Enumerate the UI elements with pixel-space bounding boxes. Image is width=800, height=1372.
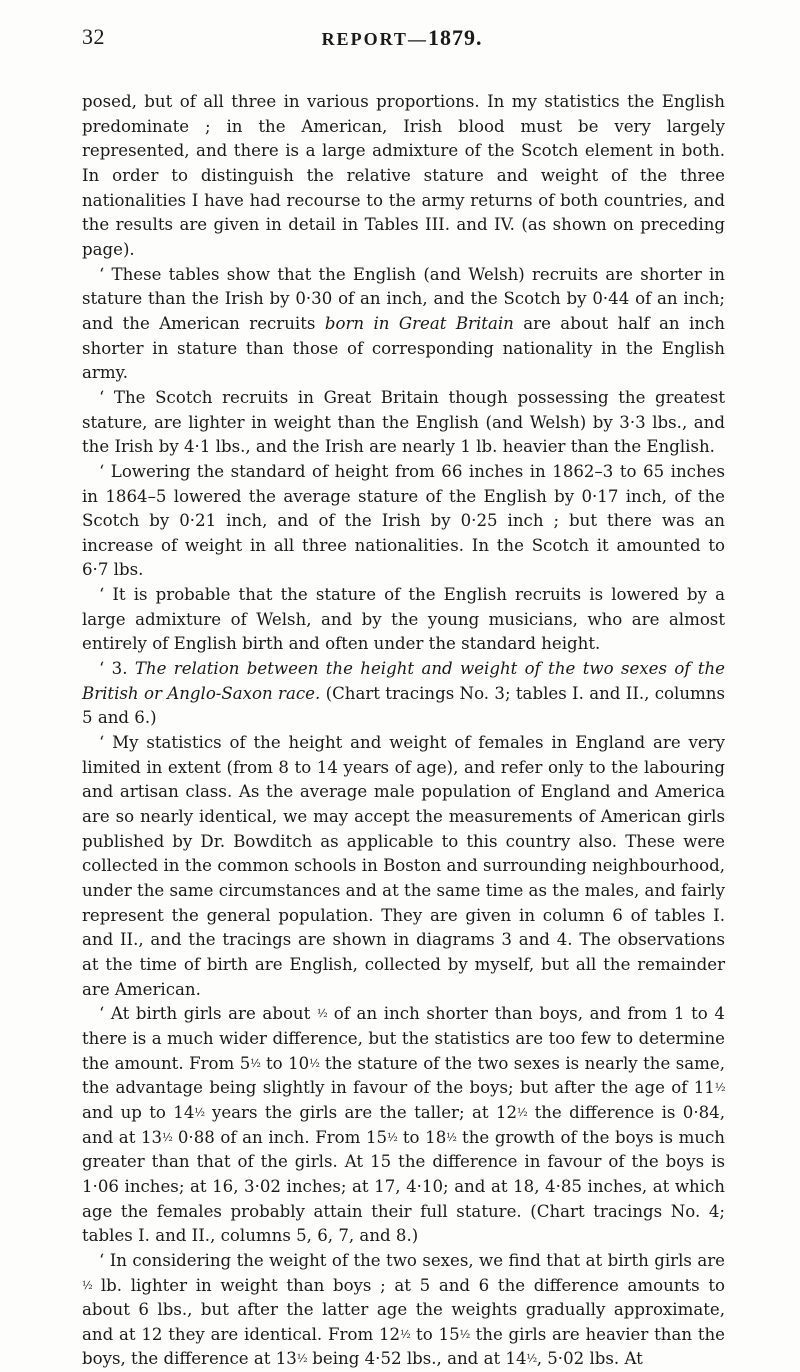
fraction: ½ xyxy=(296,1352,307,1366)
page-header xyxy=(82,24,722,54)
body-text xyxy=(82,90,725,1372)
paragraph-5: ‘ It is probable that the stature of the English recruits is lowered by a large admixture of Welsh, and by the young musicians, who are almost entirely of English birth and often under the standard height. xyxy=(82,585,725,654)
fraction: ½ xyxy=(82,1278,93,1292)
paragraph-7: ‘ My statistics of the height and weight of females in England are very limited in extent (from 8 to 14 years of age), and refer only to the labouring and artisan class. As the average male population of England and America are so nearly identical, we may accept the measurements of American girls published by Dr. Bowditch as applicable to this country also. These were collected in the common schools in Boston and surrounding neighbourhood, under the same circumstances and at the same time as the males, and fairly represent the general population. They are given in column 6 of tables I. and II., and the tracings are shown in diagrams 3 and 4. The observations at the time of birth are English, collected by myself, but all the remainder are American. xyxy=(82,733,725,999)
fraction: ½ xyxy=(517,1105,528,1119)
fraction: ½ xyxy=(714,1081,725,1095)
section-heading-3: ‘ 3. The relation between the height and weight of the two sexes of the British or Anglo-Saxon race. (Chart tracings No. 3; tables I. and II., columns 5 and 6.) xyxy=(82,659,726,728)
running-head xyxy=(82,25,722,51)
fraction: ½ xyxy=(250,1056,261,1070)
fraction: ½ xyxy=(400,1327,411,1341)
paragraph-3: ‘ The Scotch recruits in Great Britain though possessing the greatest stature, are lighter in weight than the English (and Welsh) by 3·3 lbs., and the Irish by 4·1 lbs., and the Irish are nearly 1 lb. heavier than the English. xyxy=(82,387,725,457)
running-head-dash: — xyxy=(407,29,428,49)
fraction: ½ xyxy=(459,1327,470,1341)
fraction: ½ xyxy=(387,1130,398,1144)
paragraph-8: ‘ At birth girls are about ½ of an inch shorter than boys, and from 1 to 4 there is a much wider difference, but the statistics are too few to determine the amount. From 5½ to 10½ the stature of the two sexes is nearly the same, the advantage being slightly in favour of the boys; but after the age of 11½ and up to 14½ years the girls are the taller; at 12½ the difference is 0·84, and at 13½ 0·88 of an inch. From 15½ to 18½ the growth of the boys is much greater than that of the girls. At 15 the difference in favour of the boys is 1·06 inches; at 16, 3·02 inches; at 17, 4·10; and at 18, 4·85 inches, at which age the females probably attain their full stature. (Chart tracings No. 4; tables I. and II., columns 5, 6, 7, and 8.) xyxy=(82,1004,726,1246)
running-head-label: REPORT xyxy=(321,29,408,49)
section-title-italic: The relation between the height and weight of the two sexes of the British or Anglo-Saxon race. xyxy=(82,659,726,703)
fraction: ½ xyxy=(194,1105,205,1119)
fraction: ½ xyxy=(309,1056,320,1070)
paragraph-1: posed, but of all three in various proportions. In my statistics the English predominate ; in the American, Irish blood must be very largely represented, and there is a large admixture of the Scotch element in both. In order to distinguish the relative stature and weight of the three nationalities I have had recourse to the army returns of both countries, and the results are given in detail in Tables III. and IV. (as shown on preceding page). xyxy=(82,92,725,259)
paragraph-4: ‘ Lowering the standard of height from 66 inches in 1862–3 to 65 inches in 1864–5 lowered the average stature of the English by 0·17 inch, of the Scotch by 0·21 inch, and of the Irish by 0·25 inch ; but there was an increase of weight in all three nationalities. In the Scotch it amounted to 6·7 lbs. xyxy=(82,461,725,580)
fraction: ½ xyxy=(316,1007,328,1021)
page-number: 32 xyxy=(82,24,105,49)
fraction: ½ xyxy=(162,1130,173,1144)
fraction: ½ xyxy=(446,1130,457,1144)
paragraph-2: ‘ These tables show that the English (and Welsh) recruits are shorter in stature than the Irish by 0·30 of an inch, and the Scotch by 0·44 of an inch; and the American recruits born in Great Britain are about half an inch shorter in stature than those of corresponding nationality in the English army. xyxy=(82,264,725,383)
paragraph-9: ‘ In considering the weight of the two sexes, we find that at birth girls are ½ lb. lighter in weight than boys ; at 5 and 6 the difference amounts to about 6 lbs., but after the latter age the weights gradually approximate, and at 12 they are identical. From 12½ to 15½ the girls are heavier than the boys, the difference at 13½ being 4·52 lbs., and at 14½, 5·02 lbs. At xyxy=(82,1250,725,1369)
running-head-year: 1879. xyxy=(427,25,483,50)
emphasis-born-in-great-britain: born in Great Britain xyxy=(324,313,514,333)
fraction: ½ xyxy=(526,1352,537,1366)
